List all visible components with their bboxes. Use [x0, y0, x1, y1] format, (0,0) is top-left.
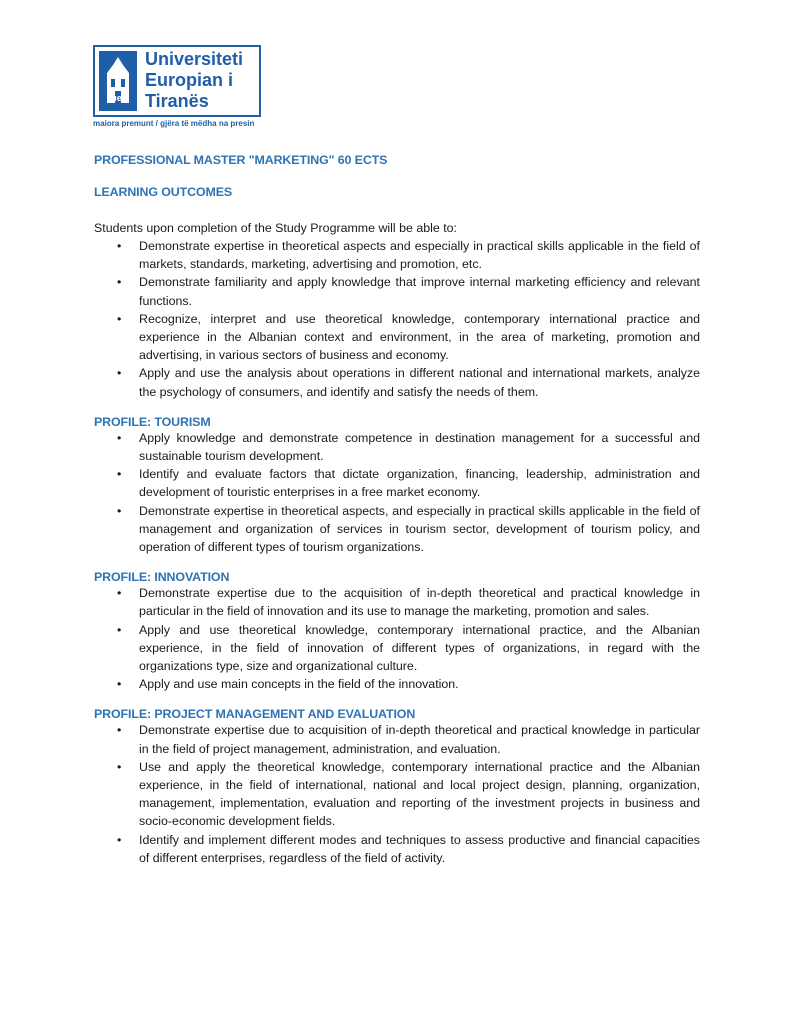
- bullet-icon: •: [117, 467, 122, 482]
- building-emblem-icon: [99, 51, 137, 111]
- innovation-list: [94, 584, 700, 693]
- list-item-text: Apply and use the analysis about operations in different national and international markets, analyze the psychology of consumers, and identify and satisfy the needs of them.: [139, 366, 700, 399]
- document-body: [94, 153, 700, 867]
- bullet-icon: •: [117, 430, 122, 445]
- logo-line: Tiranës: [145, 91, 209, 111]
- logo-motto: maiora premunt / gjëra të mëdha na presin: [93, 119, 255, 128]
- bullet-icon: •: [117, 239, 122, 253]
- svg-text:uet: uet: [111, 93, 125, 103]
- logo-frame: [93, 45, 261, 117]
- section-project-management: [94, 707, 700, 867]
- list-item-text: Recognize, interpret and use theoretical knowledge, contemporary international practice and experience in the Albanian context and environment, in the area of marketing, promotion and advertising, in various sectors of business and economy.: [139, 311, 700, 363]
- list-item-text: Apply and use main concepts in the field of the innovation.: [139, 677, 459, 692]
- logo-line: Universiteti: [145, 49, 244, 69]
- list-item: [94, 621, 700, 676]
- bullet-icon: •: [117, 677, 122, 692]
- bullet-icon: •: [117, 622, 122, 637]
- section-tourism: [94, 415, 700, 556]
- list-item: [94, 237, 700, 273]
- section-heading-project-management: PROFILE: PROJECT MANAGEMENT AND EVALUATION: [94, 707, 416, 722]
- list-item: [94, 502, 700, 557]
- bullet-icon: •: [117, 503, 122, 518]
- list-item-text: Demonstrate familiarity and apply knowledge that improve internal marketing efficiency and relevant functions.: [139, 275, 700, 308]
- project-management-list: [94, 721, 700, 867]
- list-item-text: Apply knowledge and demonstrate competence in destination management for a successful and sustainable tourism development.: [139, 430, 700, 464]
- list-item-text: Demonstrate expertise due to the acquisition of in-depth theoretical and practical knowledge in particular in the field of innovation and its use to manage the marketing, promotion and sales.: [139, 586, 700, 619]
- list-item: [94, 758, 700, 831]
- list-item-text: Demonstrate expertise in theoretical aspects and especially in practical skills applicable in the field of markets, standards, marketing, advertising and promotion, etc.: [139, 239, 700, 272]
- bullet-icon: •: [117, 832, 122, 847]
- section-heading-innovation: PROFILE: INNOVATION: [94, 570, 230, 585]
- list-item: [94, 584, 700, 620]
- list-item-text: Demonstrate expertise in theoretical aspects, and especially in practical skills applicable in the field of management and organization of services in tourism sector, development of tourism policy, and operation of different types of tourism organizations.: [139, 503, 700, 555]
- bullet-icon: •: [117, 586, 122, 601]
- list-item: [94, 675, 700, 693]
- list-item: [94, 465, 700, 501]
- bullet-icon: •: [117, 366, 122, 381]
- list-item: [94, 831, 700, 867]
- list-item: [94, 273, 700, 309]
- university-logo: [93, 45, 261, 117]
- list-item-text: Identify and implement different modes and techniques to assess productive and financial capacities of different enterprises, regardless of the field of activity.: [139, 832, 700, 865]
- learning-outcomes-list: [94, 237, 700, 401]
- intro-text: Students upon completion of the Study Programme will be able to:: [94, 221, 457, 235]
- list-item: [94, 364, 700, 400]
- document-title: PROFESSIONAL MASTER "MARKETING" 60 ECTS: [94, 153, 388, 167]
- bullet-icon: •: [117, 759, 122, 774]
- list-item-text: Demonstrate expertise due to acquisition of in-depth theoretical and practical knowledge in particular in the field of project management, administration, and evaluation.: [139, 723, 700, 756]
- bullet-icon: •: [117, 275, 122, 290]
- list-item-text: Use and apply the theoretical knowledge, contemporary international practice and the Albanian experience, in the field of international, national and local project design, planning, organization, management, implementation, evaluation and reporting of the investment projects in business and socio-economic development fields.: [139, 759, 700, 829]
- bullet-icon: •: [117, 311, 122, 326]
- list-item: [94, 310, 700, 365]
- list-item-text: Identify and evaluate factors that dictate organization, financing, leadership, administration and development of touristic enterprises in a free market economy.: [139, 467, 700, 500]
- logo-wordmark: [145, 49, 243, 112]
- logo-line: Europian i: [145, 70, 234, 90]
- list-item-text: Apply and use theoretical knowledge, contemporary international practice, and the Albanian experience, in the field of innovation of different types of organizations, in regard with the organizations type, size and organizational culture.: [139, 622, 700, 674]
- list-item: [94, 429, 700, 465]
- section-heading-tourism: PROFILE: TOURISM: [94, 414, 211, 429]
- bullet-icon: •: [117, 723, 122, 738]
- section-innovation: [94, 570, 700, 693]
- tourism-list: [94, 429, 700, 556]
- section-heading-learning-outcomes: LEARNING OUTCOMES: [94, 185, 233, 199]
- list-item: [94, 721, 700, 757]
